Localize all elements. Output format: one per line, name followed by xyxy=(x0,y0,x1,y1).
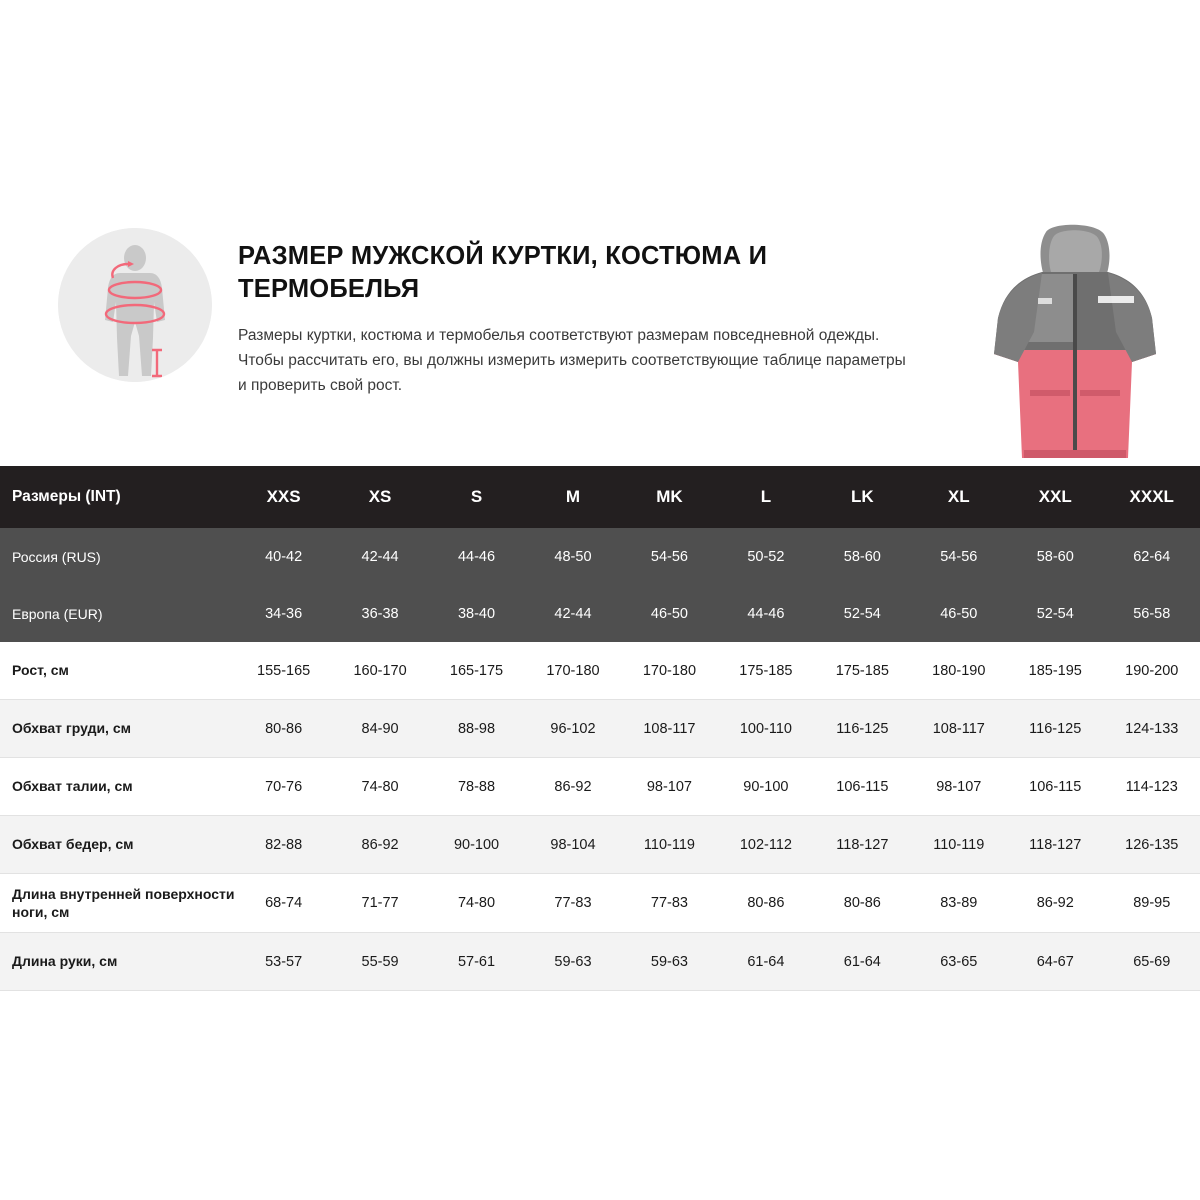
size-header-xxs: XXS xyxy=(235,466,331,528)
cell: 55-59 xyxy=(332,933,428,991)
cell: 58-60 xyxy=(1007,528,1103,585)
cell: 46-50 xyxy=(911,585,1007,642)
cell: 89-95 xyxy=(1103,874,1200,933)
cell: 40-42 xyxy=(235,528,331,585)
cell: 165-175 xyxy=(428,642,524,700)
cell: 90-100 xyxy=(718,758,814,816)
row-label-rus: Россия (RUS) xyxy=(0,528,235,585)
size-header-xxl: XXL xyxy=(1007,466,1103,528)
cell: 54-56 xyxy=(621,528,717,585)
cell: 61-64 xyxy=(814,933,910,991)
row-label-waist: Обхват талии, см xyxy=(0,758,235,816)
cell: 48-50 xyxy=(525,528,621,585)
size-table xyxy=(0,466,1200,991)
size-header-xl: XL xyxy=(911,466,1007,528)
cell: 118-127 xyxy=(814,816,910,874)
cell: 34-36 xyxy=(235,585,331,642)
cell: 68-74 xyxy=(235,874,331,933)
row-label-arm: Длина руки, см xyxy=(0,933,235,991)
size-header-xs: XS xyxy=(332,466,428,528)
header-text-block xyxy=(238,240,918,399)
table-row xyxy=(0,758,1200,816)
cell: 106-115 xyxy=(1007,758,1103,816)
cell: 80-86 xyxy=(718,874,814,933)
cell: 70-76 xyxy=(235,758,331,816)
cell: 116-125 xyxy=(1007,700,1103,758)
size-header-l: L xyxy=(718,466,814,528)
cell: 80-86 xyxy=(235,700,331,758)
table-row xyxy=(0,874,1200,933)
cell: 58-60 xyxy=(814,528,910,585)
cell: 86-92 xyxy=(1007,874,1103,933)
size-header-s: S xyxy=(428,466,524,528)
cell: 46-50 xyxy=(621,585,717,642)
cell: 170-180 xyxy=(525,642,621,700)
cell: 42-44 xyxy=(332,528,428,585)
size-header-lk: LK xyxy=(814,466,910,528)
page-title: РАЗМЕР МУЖСКОЙ КУРТКИ, КОСТЮМА И ТЕРМОБЕЛЬЯ xyxy=(238,242,768,303)
table-body xyxy=(0,528,1200,991)
jacket-photo xyxy=(980,222,1170,468)
cell: 77-83 xyxy=(525,874,621,933)
cell: 110-119 xyxy=(621,816,717,874)
cell: 74-80 xyxy=(428,874,524,933)
cell: 63-65 xyxy=(911,933,1007,991)
cell: 82-88 xyxy=(235,816,331,874)
cell: 160-170 xyxy=(332,642,428,700)
table-row xyxy=(0,816,1200,874)
table-header-label: Размеры (INT) xyxy=(0,466,235,528)
cell: 53-57 xyxy=(235,933,331,991)
cell: 108-117 xyxy=(621,700,717,758)
cell: 42-44 xyxy=(525,585,621,642)
body-measurement-icon xyxy=(58,228,212,382)
cell: 108-117 xyxy=(911,700,1007,758)
cell: 44-46 xyxy=(718,585,814,642)
cell: 100-110 xyxy=(718,700,814,758)
cell: 52-54 xyxy=(1007,585,1103,642)
cell: 124-133 xyxy=(1103,700,1200,758)
cell: 64-67 xyxy=(1007,933,1103,991)
table-row xyxy=(0,585,1200,642)
cell: 59-63 xyxy=(621,933,717,991)
size-header-mk: MK xyxy=(621,466,717,528)
cell: 44-46 xyxy=(428,528,524,585)
page-description: Размеры куртки, костюма и термобелья соответствуют размерам повседневной одежды. Чтобы рассчитать его, вы должны измерить измерить соответствующие таблице параметры и проверить свой рост. xyxy=(238,327,906,395)
cell: 59-63 xyxy=(525,933,621,991)
cell: 155-165 xyxy=(235,642,331,700)
row-label-height: Рост, см xyxy=(0,642,235,700)
cell: 98-107 xyxy=(911,758,1007,816)
cell: 190-200 xyxy=(1103,642,1200,700)
cell: 77-83 xyxy=(621,874,717,933)
cell: 175-185 xyxy=(718,642,814,700)
cell: 98-104 xyxy=(525,816,621,874)
cell: 36-38 xyxy=(332,585,428,642)
cell: 110-119 xyxy=(911,816,1007,874)
table-header xyxy=(0,466,1200,528)
cell: 62-64 xyxy=(1103,528,1200,585)
cell: 56-58 xyxy=(1103,585,1200,642)
row-label-hips: Обхват бедер, см xyxy=(0,816,235,874)
cell: 98-107 xyxy=(621,758,717,816)
table-header-row xyxy=(0,466,1200,528)
row-label-chest: Обхват груди, см xyxy=(0,700,235,758)
table-row xyxy=(0,700,1200,758)
cell: 170-180 xyxy=(621,642,717,700)
cell: 96-102 xyxy=(525,700,621,758)
cell: 175-185 xyxy=(814,642,910,700)
cell: 83-89 xyxy=(911,874,1007,933)
size-header-xxxl: XXXL xyxy=(1103,466,1200,528)
cell: 86-92 xyxy=(332,816,428,874)
cell: 86-92 xyxy=(525,758,621,816)
cell: 118-127 xyxy=(1007,816,1103,874)
cell: 102-112 xyxy=(718,816,814,874)
cell: 80-86 xyxy=(814,874,910,933)
cell: 57-61 xyxy=(428,933,524,991)
cell: 180-190 xyxy=(911,642,1007,700)
cell: 74-80 xyxy=(332,758,428,816)
cell: 88-98 xyxy=(428,700,524,758)
size-header-m: M xyxy=(525,466,621,528)
cell: 106-115 xyxy=(814,758,910,816)
cell: 61-64 xyxy=(718,933,814,991)
row-label-inseam: Длина внутренней поверхности ноги, см xyxy=(0,874,235,933)
cell: 185-195 xyxy=(1007,642,1103,700)
table-row xyxy=(0,642,1200,700)
cell: 54-56 xyxy=(911,528,1007,585)
cell: 84-90 xyxy=(332,700,428,758)
cell: 52-54 xyxy=(814,585,910,642)
cell: 50-52 xyxy=(718,528,814,585)
cell: 90-100 xyxy=(428,816,524,874)
cell: 116-125 xyxy=(814,700,910,758)
table-row xyxy=(0,528,1200,585)
cell: 78-88 xyxy=(428,758,524,816)
cell: 38-40 xyxy=(428,585,524,642)
cell: 114-123 xyxy=(1103,758,1200,816)
cell: 71-77 xyxy=(332,874,428,933)
table-row xyxy=(0,933,1200,991)
cell: 65-69 xyxy=(1103,933,1200,991)
cell: 126-135 xyxy=(1103,816,1200,874)
row-label-eur: Европа (EUR) xyxy=(0,585,235,642)
